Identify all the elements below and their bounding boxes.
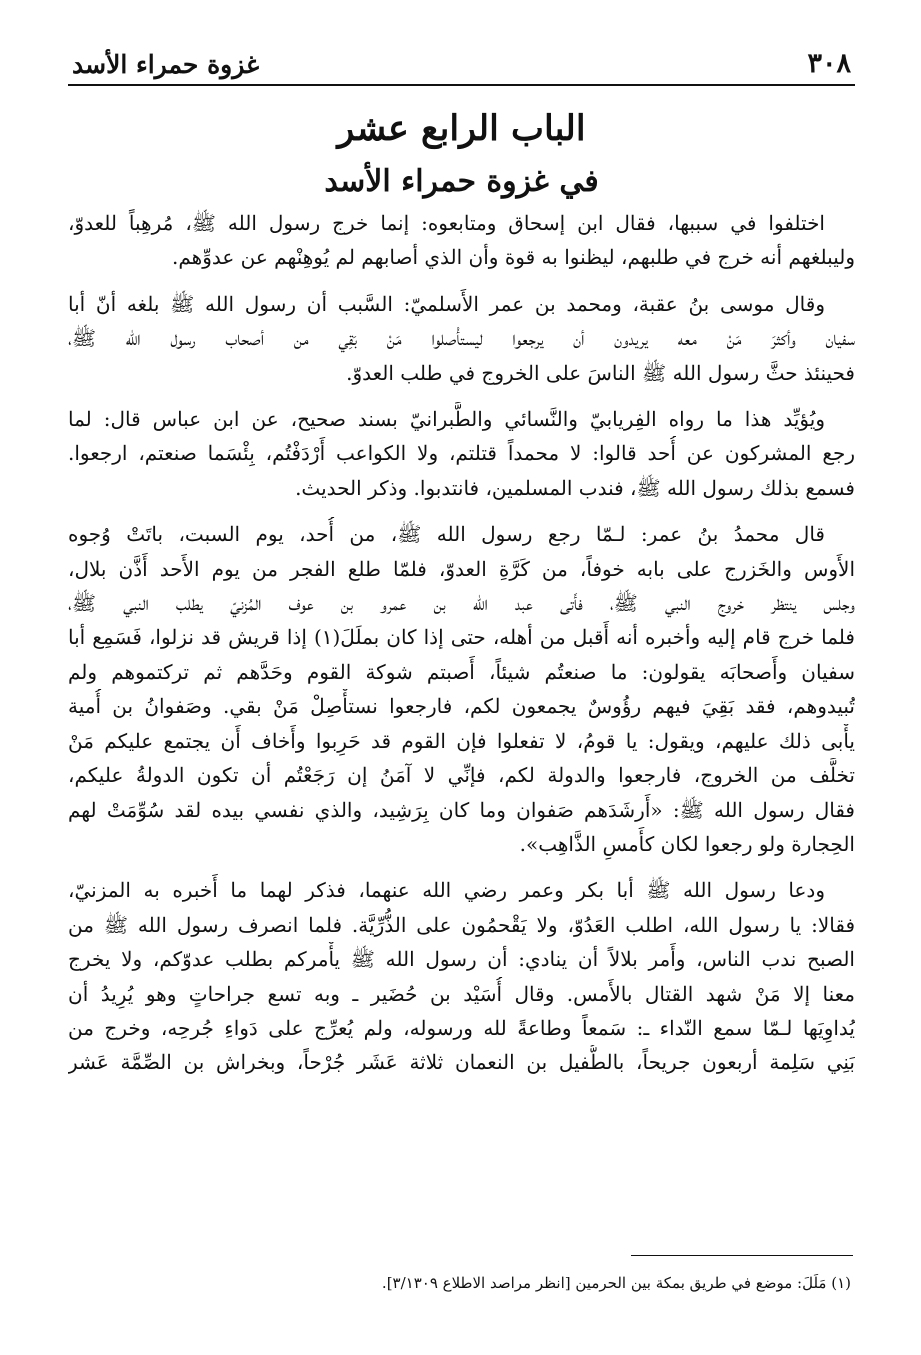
text-line: معنا إلا مَنْ شهد القتال بالأَمس. وقال أُسَيْد بن حُضَير ـ وبه تسع جراحاتٍ وهو يُرِيدُ أن — [68, 981, 855, 1006]
page-number: ٣٠٨ — [807, 48, 851, 79]
paragraph-gap — [68, 275, 855, 287]
text-line: سفيان وأَصحابَه يقولون: ما صنعتُم شيئاً، أَصبتم شوكة القوم وحَدَّهم ثم تركتموهم ولم — [68, 659, 855, 684]
text-line: وجلس ينتظر خروج النبي ﷺ، فأَتى عبد الله بن عمرو بن عوف المُزنيّ يطلب النبي ﷺ، — [68, 591, 855, 616]
paragraph-gap — [68, 861, 855, 873]
text-line: ويُؤيِّد هذا ما رواه الفِريابيّ والنَّسائي والطَّبرانيّ بسند صحيح، عن ابن عباس قال: لما — [68, 407, 825, 432]
text-line: بَنِي سَلِمة أربعون جريحاً، بالطُّفيل بن النعمان ثلاثة عَشَر جُرْحاً، وبخراش بن الصِّمَّة عَشر — [68, 1050, 855, 1075]
text-line: فحينئذ حثَّ رسول الله ﷺ الناسَ على الخروج في طلب العدوّ. — [346, 360, 855, 385]
footnote: (١) مَلَلَ: موضع في طريق بمكة بين الحرمين [انظر مراصد الاطلاع ٣/١٣٠٩]. — [381, 1274, 851, 1292]
running-title: غزوة حمراء الأسد — [72, 50, 260, 79]
paragraph — [68, 517, 855, 861]
text-line: يأْبى ذلك عليهم، ويقول: يا قومُ، لا تفعلوا فإن القوم قد حَرِبوا وأَخاف أَن يجتمع عليكم مَنْ — [68, 728, 855, 753]
text-line: تُبيدوهم، فقد بَقِيَ فيهم رؤُوسٌ يجمعون لكم، فارجعوا نستأْصِلْ مَنْ بقي. وصَفوانُ بن أُمية — [68, 694, 855, 719]
text-line: الصبح ندب الناس، وأَمر بلالاً أن ينادي: أن رسول الله ﷺ يأْمركم بطلب عدوّكم، ولا يخرج — [68, 947, 855, 972]
text-line: تخلَّف من الخروج، فارجعوا والدولة لكم، فإنِّي لا آمَنُ إن رَجَعْتُم أن تكون الدولةُ عليكم، — [68, 763, 855, 788]
text-line: الحِجارة ولو رجعوا لكان كأَمسِ الذَّاهِب». — [519, 831, 855, 856]
paragraph — [68, 873, 855, 1079]
text-line: الأَوس والخَزرج على بابه خوفاً، من كَرَّةِ العدوّ، فلمّا طلع الفجر من يوم الأَحد أَذَّن بلال، — [68, 556, 855, 581]
text-line: رجع المشركون عن أُحد قالوا: لا محمداً قتلتم، ولا الكواعب أَرْدَفْتُم، بِئْسَما صنعتم، ارجعوا. — [68, 441, 855, 466]
text-line: وليبلغهم أنه خرج في طلبهم، ليظنوا به قوة وأن الذي أصابهم لم يُوهِنْهم عن عدوِّهم. — [172, 245, 855, 270]
text-line: قال محمدُ بنُ عمر: لـمّا رجع رسول الله ﷺ، من أُحد، يوم السبت، باتَتْ وُجوه — [68, 522, 825, 547]
text-line: فسمع بذلك رسول الله ﷺ، فندب المسلمين، فانتدبوا. وذكر الحديث. — [295, 475, 855, 500]
paragraph — [68, 402, 855, 505]
chapter-subtitle: في غزوة حمراء الأسد — [324, 164, 599, 199]
paragraph-gap — [68, 505, 855, 517]
running-header — [68, 44, 855, 86]
text-line: سفيان وأكثرَ مَنْ معه يريدون أن يرجعوا ليستأْصلوا مَنْ بَقِي من أصحاب رسول الله ﷺ، — [68, 326, 855, 351]
text-line: ودعا رسول الله ﷺ أبا بكر وعمر رضي الله عنهما، فذكر لهما ما أَخبره به المزنيّ، — [68, 878, 825, 903]
text-line: فلما خرج قام إليه وأخبره أنه أَقبل من أهله، حتى إذا كان بملَلَ(١) إذا قريش قد نزلوا، فَسَمِع أبا — [68, 625, 855, 650]
text-line: اختلفوا في سببها، فقال ابن إسحاق ومتابعوه: إنما خرج رسول الله ﷺ، مُرهِباً للعدوّ، — [68, 211, 825, 235]
body-text — [68, 206, 855, 1080]
paragraph — [68, 287, 855, 390]
chapter-title: الباب الرابع عشر — [337, 108, 586, 149]
paragraph — [68, 206, 855, 275]
footnote-divider — [631, 1255, 853, 1256]
paragraph-gap — [68, 390, 855, 402]
text-line: فقالا: يا رسول الله، اطلب العَدُوّ، ولا يَقْحمُون على الذُّرِّيَّة. فلما انصرف رسول الله ﷺ من — [68, 912, 855, 937]
text-line: فقال رسول الله ﷺ: «أَرشَدَهم صَفوان وما كان بِرَشِيد، والذي نفسي بيده لقد سُوِّمَتْ لهم — [68, 797, 855, 822]
text-line: وقال موسى بنُ عقبة، ومحمد بن عمر الأَسلميّ: السَّبب أن رسول الله ﷺ بلغه أنّ أبا — [68, 291, 825, 316]
text-line: يُداوِيَها لـمّا سمع النّداء ـ: سَمعاً وطاعةً لله ورسوله، ولم يُعرِّج على دَواءِ جُرحِه، وخرج من — [68, 1015, 855, 1040]
